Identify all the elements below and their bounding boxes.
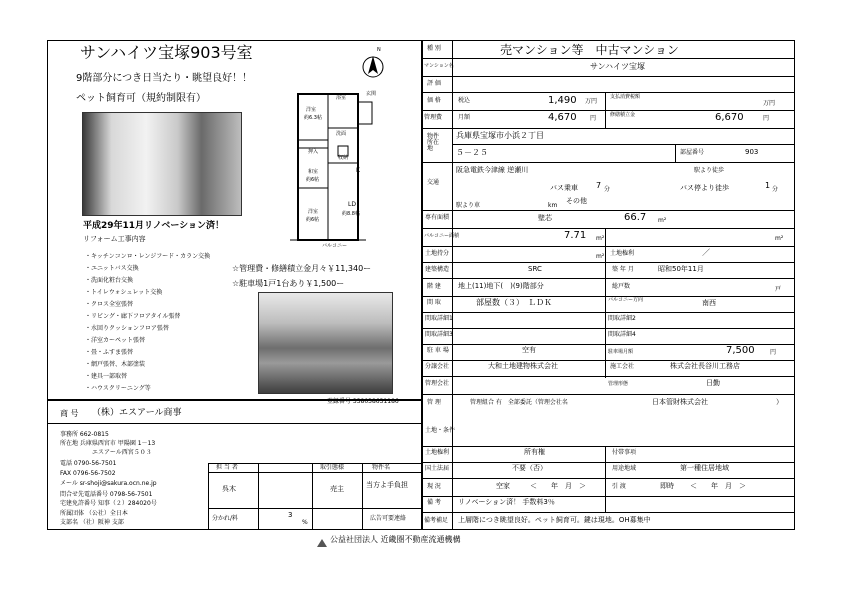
north-arrow-icon xyxy=(360,52,386,78)
room-label: 和室 xyxy=(308,169,319,175)
minutes-unit: 分 xyxy=(772,186,779,193)
list-item: ・クロス全室張替 xyxy=(85,301,134,308)
zoning: 第一種住居地域 xyxy=(680,464,729,472)
area-unit: m² xyxy=(658,217,667,224)
company-row: 電話 0790-56-7501 xyxy=(60,460,117,467)
room-label: 洋室 xyxy=(306,107,317,113)
list-item: ・網戸張替、木部塗装 xyxy=(85,361,146,368)
seller: 大和土地建物株式会社 xyxy=(488,362,558,370)
mgmt-type-label: 管理形態 xyxy=(608,381,629,387)
status-date: ＜ 年 月 ＞ xyxy=(530,482,586,490)
structure: SRC xyxy=(528,265,542,273)
company-row: メール sr-shoji@sakura.ocn.ne.jp xyxy=(60,480,157,487)
bus-stop-walk: 1 xyxy=(765,181,771,190)
sqm-unit: m² xyxy=(596,253,605,260)
balcony-area-label: バルコニー面積 xyxy=(424,233,460,239)
mgmt-type: 日勤 xyxy=(706,379,720,387)
page-title: サンハイツ宝塚903号室 xyxy=(80,43,253,62)
list-item: ・トイレウォシュレット交換 xyxy=(85,289,163,296)
parking-fee-unit: 円 xyxy=(770,349,777,356)
floor-plan xyxy=(290,88,380,253)
price-sub: 税込 xyxy=(458,97,471,104)
land-share-label: 土地持分 xyxy=(425,250,450,257)
agent-header: 担 当 者 xyxy=(216,464,238,471)
closet-label: 押入 xyxy=(308,149,319,155)
floors: 地上(11)地下( )(9)階部分 xyxy=(458,282,544,290)
agent-name: 呉木 xyxy=(222,485,236,493)
list-item: ・畳・ふすま張替 xyxy=(85,349,134,356)
land-use-report-label: 国土法届 xyxy=(425,465,450,472)
bus-label: バス乗車 xyxy=(550,184,578,192)
ad-header: 広告可要連絡 xyxy=(370,515,407,522)
builder: 株式会社長谷川工務店 xyxy=(670,362,740,370)
address-2: ５－２５ xyxy=(456,148,488,157)
fee-note-2: ☆駐車場1戸1台あり￥1,500ー xyxy=(232,279,345,288)
land-situation: 所有権 xyxy=(524,448,545,456)
balcony-direction: 南西 xyxy=(702,299,716,307)
method-header: 物件名 xyxy=(372,464,391,471)
company-row: 所在地 兵庫県西宮市 甲陽園 1－13 xyxy=(60,440,156,447)
units-unit: 戸 xyxy=(775,286,782,293)
management-close: ） xyxy=(776,398,783,406)
deal-type-header: 取引態様 xyxy=(320,464,345,471)
mgmt-fee-value: 4,670 xyxy=(548,112,577,123)
other-label: その他 xyxy=(566,197,587,205)
parking-fee-label: 駐車場月額 xyxy=(608,349,634,355)
layout-detail-3-label: 間取詳細3 xyxy=(425,331,453,338)
remarks-supplement: 上層階につき眺望良好。ペット飼育可。鍵は現地。OH募集中 xyxy=(458,516,651,524)
kind-label: 種 別 xyxy=(427,45,441,52)
company-name: （株）エスアール商事 xyxy=(92,408,182,418)
company-row: 問合せ先電話番号 0798-56-7501 xyxy=(60,491,153,498)
room-size: 約6帖 xyxy=(306,217,320,223)
room-size: 約6帖 xyxy=(306,177,320,183)
company-row: 支部名 （社）阪神 支部 xyxy=(60,519,124,526)
station-walk-label: 駅より徒歩 xyxy=(694,167,725,174)
traffic-label: 交通 xyxy=(427,179,440,186)
price-label: 価 格 xyxy=(427,97,441,104)
divider xyxy=(362,463,363,530)
closet-label: 収納 xyxy=(338,155,349,161)
property-kind: 売マンション等 中古マンション xyxy=(500,43,679,57)
railway-line: 阪急電鉄今津線 逆瀬川 xyxy=(456,166,529,174)
balcony-area-unit: m² xyxy=(596,235,605,242)
room-number: 903 xyxy=(745,148,759,156)
mgmt-company-label: 管理会社 xyxy=(425,380,450,387)
list-item: ・水回りクッションフロア張替 xyxy=(85,325,169,332)
name-label: マンション名 xyxy=(424,63,454,69)
divider xyxy=(258,463,259,530)
handover-label: 引 渡 xyxy=(612,483,626,490)
footer-association: 公益社団法人 近畿圏不動産流通機構 xyxy=(330,535,461,544)
built-date: 昭和50年11月 xyxy=(658,265,704,273)
location-label: 物件所在地 xyxy=(427,133,440,152)
list-item: ・リビング・廊下フロアタイル張替 xyxy=(85,313,181,320)
divider xyxy=(208,472,422,473)
list-item: ・ユニットバス交換 xyxy=(85,265,139,272)
catch-copy-1: 9階部分につき日当たり・眺望良好！！ xyxy=(76,73,253,84)
handover-date: ＜ 年 月 ＞ xyxy=(690,482,746,490)
list-item: ・洋室カーペット張替 xyxy=(85,337,146,344)
balcony-direction-label: バルコニー方向 xyxy=(608,297,644,303)
area-value: 66.7 xyxy=(624,212,647,223)
fee-value: 3 xyxy=(288,511,293,519)
ld-size: 約8.8帖 xyxy=(342,211,360,217)
renovation-title: 平成29年11月リノベーション済！ xyxy=(83,221,224,231)
divider xyxy=(47,423,422,424)
mgmt-fee-unit: 円 xyxy=(590,115,597,122)
catch-copy-2: ペット飼育可（規約制限有） xyxy=(76,93,206,104)
room-number-label: 部屋番号 xyxy=(680,149,705,156)
land-situation-label: 土地権利 xyxy=(425,449,450,456)
room-size: 約6.3帖 xyxy=(304,115,322,121)
renovation-subtitle: リフォーム工事内容 xyxy=(83,235,146,243)
area-label: 専有面積 xyxy=(425,214,450,221)
company-row: エスアール西宮５０３ xyxy=(92,449,152,456)
extra-label: 付帯事項 xyxy=(612,449,637,456)
company-row: 所属団体 （公社）全日本 xyxy=(60,510,128,517)
station-car-label: 駅より車 xyxy=(456,202,481,209)
registration-number: 登録番号 338038631186 xyxy=(327,398,399,405)
bus-stop-walk-label: バス停より徒歩 xyxy=(680,184,729,192)
layout: 部屋数（３） ＬＤＫ xyxy=(476,298,552,307)
kitchen-label: K xyxy=(356,167,360,174)
bath-label: 浴室 xyxy=(336,95,347,101)
built-label: 築 年 月 xyxy=(612,266,634,273)
list-item: ・ハウスクリーニング等 xyxy=(85,385,151,392)
fee-unit: % xyxy=(302,519,308,526)
units-label: 総戸数 xyxy=(612,283,631,290)
tax-label: 支払消費税額 xyxy=(610,94,641,100)
list-item: ・キッチンコンロ・レンジフード・カラン交換 xyxy=(85,253,211,260)
entry-label: 玄関 xyxy=(366,91,377,97)
management-label: 管 理 xyxy=(427,399,441,406)
remarks-label: 備 考 xyxy=(427,499,441,506)
eval-label: 評 価 xyxy=(427,80,441,87)
status-label: 現 況 xyxy=(427,483,441,490)
management-company: 日本管財株式会社 xyxy=(652,398,708,406)
floors-label: 階 建 xyxy=(427,283,441,290)
layout-label: 間 取 xyxy=(427,299,441,306)
list-item: ・洗面化粧台交換 xyxy=(85,277,134,284)
land-use-report: 不要（否） xyxy=(512,464,547,472)
builder-label: 施工会社 xyxy=(610,363,635,370)
method: 当方よ手負担 xyxy=(366,481,408,489)
deal-type: 売主 xyxy=(330,485,344,493)
company-row: 宅建免許番号 知事（２）284020号 xyxy=(60,500,157,507)
repair-fund-value: 6,670 xyxy=(715,112,744,123)
company-label: 商 号 xyxy=(60,409,79,418)
tax-unit: 万円 xyxy=(763,100,776,107)
layout-detail-4-label: 間取詳細4 xyxy=(608,331,636,338)
mgmt-fee-label: 管理費 xyxy=(424,114,443,121)
building-photo xyxy=(258,292,393,394)
list-item: ・建具一部取替 xyxy=(85,373,128,380)
divider xyxy=(208,508,422,509)
balcony-label: バルコニー xyxy=(322,243,348,249)
fee-header: 分かれ/料 xyxy=(212,515,239,522)
association-logo-icon xyxy=(316,534,328,546)
minutes-unit: 分 xyxy=(604,186,611,193)
building-name: サンハイツ宝塚 xyxy=(590,62,646,71)
wash-label: 洗面 xyxy=(336,131,347,137)
interior-photo xyxy=(82,112,242,216)
floor-plan-drawing xyxy=(290,88,380,253)
north-label: N xyxy=(377,47,381,53)
km-unit: km xyxy=(548,202,558,209)
price-value: 1,490 xyxy=(548,95,577,106)
label-column-line xyxy=(452,40,453,530)
zoning-label: 用途地域 xyxy=(612,465,637,472)
fee-note-1: ☆管理費・修繕積立金月々￥11,340ー xyxy=(232,264,372,273)
balcony-area: 7.71 xyxy=(564,230,587,241)
company-row: FAX 0796-56-7502 xyxy=(60,470,116,477)
parking-fee: 7,500 xyxy=(726,345,755,356)
status: 空家 xyxy=(496,482,510,490)
ld-label: LD xyxy=(348,201,356,208)
sqm-unit: m² xyxy=(775,235,784,242)
address: 兵庫県宝塚市小浜２丁目 xyxy=(456,131,544,140)
handover: 即時 xyxy=(660,482,674,490)
layout-detail-1-label: 間取詳細1 xyxy=(425,315,453,322)
parking-label: 駐 車 場 xyxy=(427,347,449,354)
conditions-label: 土地・条件 xyxy=(425,427,456,434)
divider xyxy=(312,463,313,530)
management-method: 管理組合 有 全部委託（管理会社名 xyxy=(470,399,568,406)
repair-fund-label: 修繕積立金 xyxy=(610,112,636,118)
bus-minutes: 7 xyxy=(596,181,602,190)
seller-label: 分譲会社 xyxy=(425,363,450,370)
room-label: 洋室 xyxy=(308,209,319,215)
company-row: 事務所 662-0815 xyxy=(60,431,109,438)
mgmt-fee-sub: 月額 xyxy=(458,114,471,121)
land-rights: ／ xyxy=(702,248,710,257)
remarks-supplement-label: 備考補足 xyxy=(424,517,449,524)
price-unit: 万円 xyxy=(585,98,598,105)
repair-fund-unit: 円 xyxy=(763,115,770,122)
remarks: リノベーション済！ 手数料3％ xyxy=(458,498,555,506)
layout-detail-2-label: 間取詳細2 xyxy=(608,315,636,322)
structure-label: 建築構造 xyxy=(425,266,450,273)
area-type: 壁芯 xyxy=(538,214,552,222)
land-rights-label: 土地権利 xyxy=(610,250,635,257)
parking: 空有 xyxy=(522,346,536,354)
